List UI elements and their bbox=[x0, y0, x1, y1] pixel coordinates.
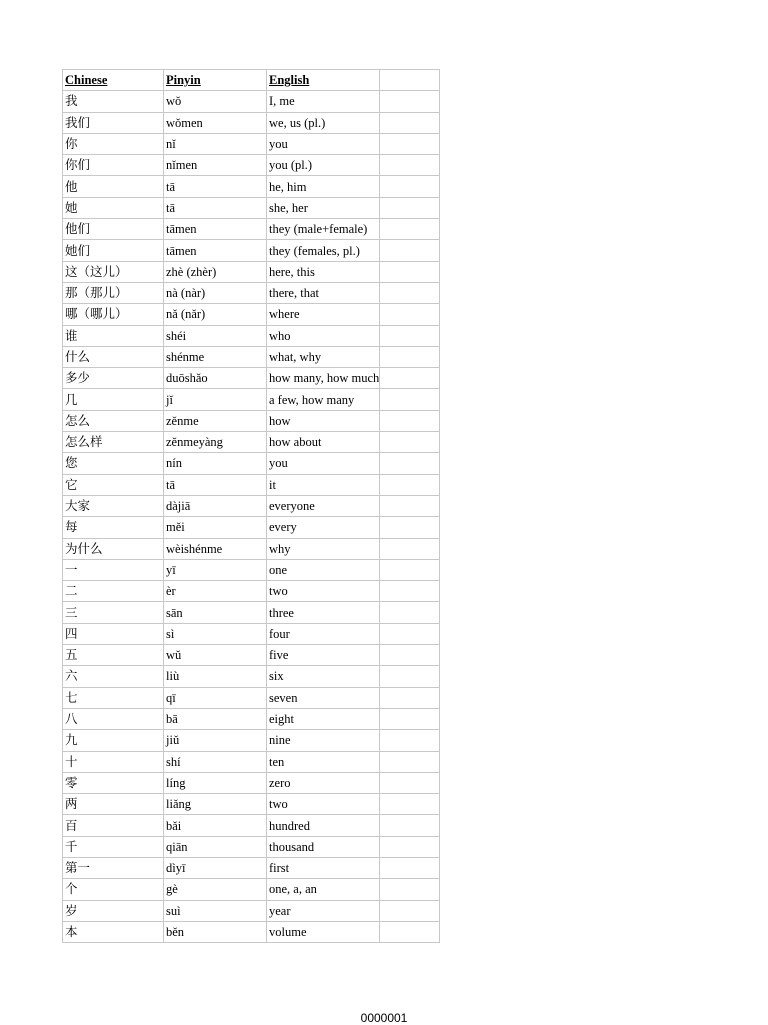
table-row bbox=[63, 730, 440, 751]
english-cell: two bbox=[267, 794, 380, 815]
english-cell: volume bbox=[267, 921, 380, 942]
table-row bbox=[63, 155, 440, 176]
table-row bbox=[63, 410, 440, 431]
english-cell: six bbox=[267, 666, 380, 687]
english-cell: seven bbox=[267, 687, 380, 708]
empty-cell bbox=[380, 495, 440, 516]
english-cell: I, me bbox=[267, 91, 380, 112]
chinese-cell: 每 bbox=[63, 517, 164, 538]
pinyin-cell: líng bbox=[164, 772, 267, 793]
chinese-cell: 四 bbox=[63, 623, 164, 644]
chinese-cell: 十 bbox=[63, 751, 164, 772]
chinese-cell: 一 bbox=[63, 559, 164, 580]
english-cell: you (pl.) bbox=[267, 155, 380, 176]
empty-cell bbox=[380, 176, 440, 197]
pinyin-cell: tā bbox=[164, 474, 267, 495]
empty-cell bbox=[380, 91, 440, 112]
table-row bbox=[63, 581, 440, 602]
english-cell: every bbox=[267, 517, 380, 538]
chinese-cell: 那（那儿） bbox=[63, 282, 164, 303]
english-cell: we, us (pl.) bbox=[267, 112, 380, 133]
chinese-cell: 他 bbox=[63, 176, 164, 197]
pinyin-cell: nà (nàr) bbox=[164, 282, 267, 303]
empty-cell bbox=[380, 410, 440, 431]
chinese-cell: 两 bbox=[63, 794, 164, 815]
chinese-cell: 六 bbox=[63, 666, 164, 687]
empty-cell bbox=[380, 772, 440, 793]
empty-cell bbox=[380, 304, 440, 325]
header-row bbox=[63, 70, 440, 91]
english-cell: two bbox=[267, 581, 380, 602]
chinese-cell: 这（这儿） bbox=[63, 261, 164, 282]
empty-cell bbox=[380, 836, 440, 857]
empty-cell bbox=[380, 133, 440, 154]
empty-cell bbox=[380, 623, 440, 644]
pinyin-cell: tāmen bbox=[164, 240, 267, 261]
pinyin-cell: jiǔ bbox=[164, 730, 267, 751]
empty-cell bbox=[380, 815, 440, 836]
pinyin-cell: duōshǎo bbox=[164, 368, 267, 389]
chinese-cell: 哪（哪儿） bbox=[63, 304, 164, 325]
pinyin-cell: wǒ bbox=[164, 91, 267, 112]
english-cell: year bbox=[267, 900, 380, 921]
pinyin-cell: dàjiā bbox=[164, 495, 267, 516]
english-cell: what, why bbox=[267, 346, 380, 367]
empty-cell bbox=[380, 453, 440, 474]
empty-cell bbox=[380, 857, 440, 878]
empty-cell bbox=[380, 197, 440, 218]
table-row bbox=[63, 368, 440, 389]
english-cell: hundred bbox=[267, 815, 380, 836]
chinese-cell: 岁 bbox=[63, 900, 164, 921]
chinese-cell: 个 bbox=[63, 879, 164, 900]
english-cell: you bbox=[267, 453, 380, 474]
english-cell: it bbox=[267, 474, 380, 495]
english-cell: three bbox=[267, 602, 380, 623]
english-cell: first bbox=[267, 857, 380, 878]
empty-cell bbox=[380, 666, 440, 687]
table-row bbox=[63, 91, 440, 112]
table-row bbox=[63, 240, 440, 261]
empty-cell bbox=[380, 240, 440, 261]
table-row bbox=[63, 304, 440, 325]
pinyin-cell: tā bbox=[164, 176, 267, 197]
empty-cell bbox=[380, 900, 440, 921]
pinyin-cell: qiān bbox=[164, 836, 267, 857]
pinyin-cell: dìyī bbox=[164, 857, 267, 878]
english-cell: zero bbox=[267, 772, 380, 793]
table-row bbox=[63, 176, 440, 197]
empty-cell bbox=[380, 346, 440, 367]
table-row bbox=[63, 219, 440, 240]
english-cell: why bbox=[267, 538, 380, 559]
empty-cell bbox=[380, 325, 440, 346]
chinese-cell: 你们 bbox=[63, 155, 164, 176]
chinese-cell: 您 bbox=[63, 453, 164, 474]
pinyin-cell: gè bbox=[164, 879, 267, 900]
english-cell: she, her bbox=[267, 197, 380, 218]
empty-cell bbox=[380, 261, 440, 282]
table-body bbox=[63, 91, 440, 943]
english-cell: who bbox=[267, 325, 380, 346]
table-row bbox=[63, 261, 440, 282]
chinese-cell: 谁 bbox=[63, 325, 164, 346]
empty-cell bbox=[380, 517, 440, 538]
vocabulary-table bbox=[62, 69, 440, 943]
english-cell: how many, how much bbox=[267, 368, 380, 389]
table-row bbox=[63, 325, 440, 346]
empty-cell bbox=[380, 645, 440, 666]
empty-cell bbox=[380, 112, 440, 133]
table-row bbox=[63, 815, 440, 836]
chinese-cell: 我 bbox=[63, 91, 164, 112]
vocabulary-sheet bbox=[62, 69, 440, 943]
table-row bbox=[63, 432, 440, 453]
chinese-cell: 三 bbox=[63, 602, 164, 623]
chinese-cell: 零 bbox=[63, 772, 164, 793]
empty-cell bbox=[380, 389, 440, 410]
english-cell: five bbox=[267, 645, 380, 666]
pinyin-cell: èr bbox=[164, 581, 267, 602]
table-row bbox=[63, 645, 440, 666]
english-cell: four bbox=[267, 623, 380, 644]
chinese-cell: 大家 bbox=[63, 495, 164, 516]
table-row bbox=[63, 921, 440, 942]
table-row bbox=[63, 282, 440, 303]
header-english: English bbox=[267, 70, 380, 91]
pinyin-cell: jǐ bbox=[164, 389, 267, 410]
table-row bbox=[63, 687, 440, 708]
table-row bbox=[63, 900, 440, 921]
english-cell: a few, how many bbox=[267, 389, 380, 410]
english-cell: here, this bbox=[267, 261, 380, 282]
pinyin-cell: zěnmeyàng bbox=[164, 432, 267, 453]
pinyin-cell: bǎi bbox=[164, 815, 267, 836]
pinyin-cell: nǐmen bbox=[164, 155, 267, 176]
english-cell: you bbox=[267, 133, 380, 154]
pinyin-cell: sì bbox=[164, 623, 267, 644]
pinyin-cell: nǐ bbox=[164, 133, 267, 154]
english-cell: how bbox=[267, 410, 380, 431]
english-cell: thousand bbox=[267, 836, 380, 857]
header-chinese: Chinese bbox=[63, 70, 164, 91]
table-row bbox=[63, 112, 440, 133]
chinese-cell: 怎么 bbox=[63, 410, 164, 431]
page-number: 0000001 bbox=[360, 1011, 408, 1025]
chinese-cell: 二 bbox=[63, 581, 164, 602]
table-row bbox=[63, 197, 440, 218]
table-row bbox=[63, 794, 440, 815]
table-row bbox=[63, 559, 440, 580]
empty-cell bbox=[380, 921, 440, 942]
pinyin-cell: suì bbox=[164, 900, 267, 921]
table-row bbox=[63, 495, 440, 516]
pinyin-cell: bā bbox=[164, 708, 267, 729]
pinyin-cell: wǒmen bbox=[164, 112, 267, 133]
chinese-cell: 八 bbox=[63, 708, 164, 729]
empty-cell bbox=[380, 879, 440, 900]
empty-cell bbox=[380, 368, 440, 389]
chinese-cell: 九 bbox=[63, 730, 164, 751]
english-cell: one bbox=[267, 559, 380, 580]
english-cell: eight bbox=[267, 708, 380, 729]
pinyin-cell: shéi bbox=[164, 325, 267, 346]
pinyin-cell: tāmen bbox=[164, 219, 267, 240]
chinese-cell: 本 bbox=[63, 921, 164, 942]
chinese-cell: 我们 bbox=[63, 112, 164, 133]
table-row bbox=[63, 474, 440, 495]
pinyin-cell: liù bbox=[164, 666, 267, 687]
header-pinyin: Pinyin bbox=[164, 70, 267, 91]
chinese-cell: 百 bbox=[63, 815, 164, 836]
english-cell: where bbox=[267, 304, 380, 325]
table-row bbox=[63, 517, 440, 538]
table-row bbox=[63, 836, 440, 857]
english-cell: one, a, an bbox=[267, 879, 380, 900]
pinyin-cell: qī bbox=[164, 687, 267, 708]
pinyin-cell: zěnme bbox=[164, 410, 267, 431]
pinyin-cell: wèishénme bbox=[164, 538, 267, 559]
chinese-cell: 七 bbox=[63, 687, 164, 708]
empty-cell bbox=[380, 282, 440, 303]
chinese-cell: 怎么样 bbox=[63, 432, 164, 453]
pinyin-cell: shénme bbox=[164, 346, 267, 367]
pinyin-cell: wǔ bbox=[164, 645, 267, 666]
pinyin-cell: shí bbox=[164, 751, 267, 772]
header-empty bbox=[380, 70, 440, 91]
table-row bbox=[63, 879, 440, 900]
pinyin-cell: běn bbox=[164, 921, 267, 942]
english-cell: ten bbox=[267, 751, 380, 772]
chinese-cell: 她 bbox=[63, 197, 164, 218]
empty-cell bbox=[380, 559, 440, 580]
english-cell: how about bbox=[267, 432, 380, 453]
empty-cell bbox=[380, 581, 440, 602]
english-cell: they (male+female) bbox=[267, 219, 380, 240]
empty-cell bbox=[380, 432, 440, 453]
empty-cell bbox=[380, 602, 440, 623]
table-row bbox=[63, 751, 440, 772]
pinyin-cell: měi bbox=[164, 517, 267, 538]
chinese-cell: 多少 bbox=[63, 368, 164, 389]
table-row bbox=[63, 133, 440, 154]
empty-cell bbox=[380, 730, 440, 751]
chinese-cell: 它 bbox=[63, 474, 164, 495]
empty-cell bbox=[380, 219, 440, 240]
english-cell: there, that bbox=[267, 282, 380, 303]
pinyin-cell: tā bbox=[164, 197, 267, 218]
empty-cell bbox=[380, 708, 440, 729]
english-cell: everyone bbox=[267, 495, 380, 516]
chinese-cell: 为什么 bbox=[63, 538, 164, 559]
empty-cell bbox=[380, 538, 440, 559]
english-cell: nine bbox=[267, 730, 380, 751]
pinyin-cell: nǎ (nǎr) bbox=[164, 304, 267, 325]
table-row bbox=[63, 666, 440, 687]
pinyin-cell: liǎng bbox=[164, 794, 267, 815]
table-row bbox=[63, 708, 440, 729]
table-row bbox=[63, 389, 440, 410]
table-row bbox=[63, 623, 440, 644]
english-cell: he, him bbox=[267, 176, 380, 197]
pinyin-cell: nín bbox=[164, 453, 267, 474]
table-row bbox=[63, 772, 440, 793]
pinyin-cell: zhè (zhèr) bbox=[164, 261, 267, 282]
table-row bbox=[63, 453, 440, 474]
empty-cell bbox=[380, 687, 440, 708]
chinese-cell: 你 bbox=[63, 133, 164, 154]
chinese-cell: 她们 bbox=[63, 240, 164, 261]
empty-cell bbox=[380, 794, 440, 815]
chinese-cell: 五 bbox=[63, 645, 164, 666]
table-row bbox=[63, 346, 440, 367]
empty-cell bbox=[380, 751, 440, 772]
table-row bbox=[63, 857, 440, 878]
chinese-cell: 几 bbox=[63, 389, 164, 410]
table-row bbox=[63, 602, 440, 623]
chinese-cell: 第一 bbox=[63, 857, 164, 878]
empty-cell bbox=[380, 474, 440, 495]
pinyin-cell: yī bbox=[164, 559, 267, 580]
english-cell: they (females, pl.) bbox=[267, 240, 380, 261]
empty-cell bbox=[380, 155, 440, 176]
chinese-cell: 什么 bbox=[63, 346, 164, 367]
pinyin-cell: sān bbox=[164, 602, 267, 623]
chinese-cell: 他们 bbox=[63, 219, 164, 240]
chinese-cell: 千 bbox=[63, 836, 164, 857]
table-row bbox=[63, 538, 440, 559]
